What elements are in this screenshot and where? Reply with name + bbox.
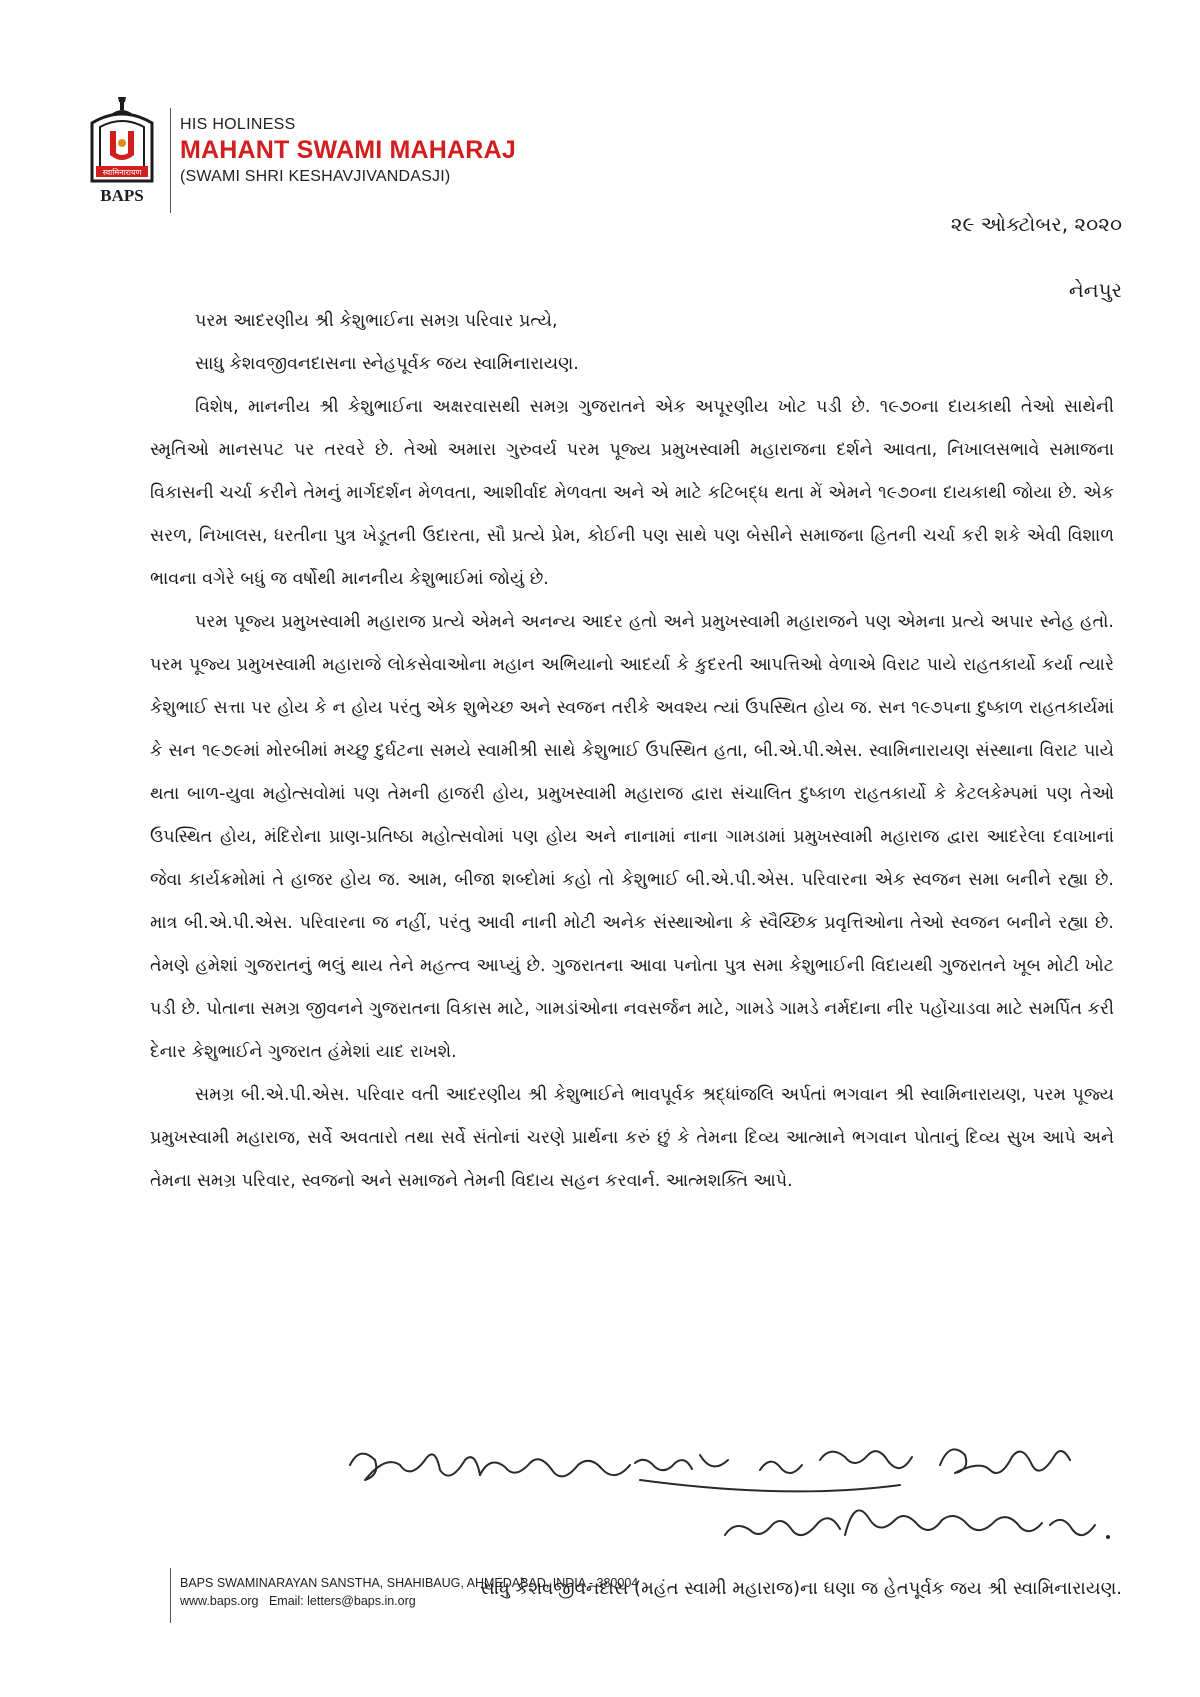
footer-divider bbox=[170, 1568, 171, 1623]
letter-place: નેનપુર bbox=[1068, 278, 1122, 302]
logo-script-text: स्वामिनारायण bbox=[102, 168, 142, 177]
guru-name: MAHANT SWAMI MAHARAJ bbox=[180, 136, 516, 164]
paragraph-3: સમગ્ર બી.એ.પી.એસ. પરિવાર વતી આદરણીય શ્રી કેશુભાઈને ભાવપૂર્વક શ્રદ્ધાંજલિ અર્પતાં ભગવાન શ્રી સ્વામિનારાયણ, પરમ પૂજ્ય પ્રમુખસ્વામી મહારાજ, સર્વે અવતારો તથા સર્વે સંતોનાં ચરણે પ્રાર્થના કરું છું કે તેમના દિવ્ય આત્માને ભગવાન પોતાનું દિવ્ય સુખ આપે અને તેમના સમગ્ર પરિવાર, સ્વજનો અને સમાજને તેમની વિદાય સહન કરવાર્ન. આત્મશક્તિ આપે. bbox=[150, 1085, 1114, 1191]
handwritten-signature bbox=[340, 1425, 1130, 1555]
footer bbox=[180, 1574, 638, 1610]
salutation-line-1: પરમ આદરણીય શ્રી કેશુભાઈના સમગ્ર પરિવાર પ્રત્યે, bbox=[195, 311, 558, 331]
paragraph-1: વિશેષ, માનનીય શ્રી કેશુભાઈના અક્ષરવાસથી સમગ્ર ગુજરાતને એક અપૂરણીય ખોટ પડી છે. ૧૯૭૦ના દાયકાથી તેઓ સાથેની સ્મૃતિઓ માનસપટ પર તરવરે છે. તેઓ અમારા ગુરુવર્ય પરમ પૂજ્ય પ્રમુખસ્વામી મહારાજના દર્શને આવતા, નિખાલસભાવે સમાજના વિકાસની ચર્ચા કરીને તેમનું માર્ગદર્શન મેળવતા, આશીર્વાદ મેળવતા અને એ માટે કટિબદ્ધ થતા મેં એમને ૧૯૭૦ના દાયકાથી જોયા છે. એક સરળ, નિખાલસ, ધરતીના પુત્ર ખેડૂતની ઉદારતા, સૌ પ્રત્યે પ્રેમ, કોઈની પણ સાથે પણ બેસીને સમાજના હિતની ચર્ચા કરી શકે એવી વિશાળ ભાવના વગેરે બધું જ વર્ષોથી માનનીય કેશુભાઈમાં જોયું છે. bbox=[150, 397, 1114, 589]
header-divider bbox=[170, 108, 171, 213]
letter-body bbox=[150, 300, 1114, 1203]
footer-website[interactable]: www.baps.org bbox=[180, 1594, 259, 1608]
footer-address: BAPS SWAMINARAYAN SANSTHA, SHAHIBAUG, AHMEDABAD, INDIA - 380004 bbox=[180, 1576, 639, 1590]
salutation-line-2: સાધુ કેશવજીવનદાસના સ્નેહપૂર્વક જય સ્વામિનારાયણ. bbox=[195, 354, 579, 374]
footer-email-label: Email: bbox=[268, 1594, 304, 1608]
footer-contact bbox=[180, 1592, 638, 1610]
logo-brand-text: BAPS bbox=[100, 186, 144, 205]
paragraph-2: પરમ પૂજ્ય પ્રમુખસ્વામી મહારાજ પ્રત્યે એમને અનન્ય આદર હતો અને પ્રમુખસ્વામી મહારાજને પણ એમના પ્રત્યે અપાર સ્નેહ હતો. પરમ પૂજ્ય પ્રમુખસ્વામી મહારાજે લોકસેવાઓના મહાન અભિયાનો આદર્યા કે કુદરતી આપત્તિઓ વેળાએ વિરાટ પાયે રાહતકાર્યો કર્યા ત્યારે કેશુભાઈ સત્તા પર હોય કે ન હોય પરંતુ એક શુભેચ્છ અને સ્વજન તરીકે અવશ્ય ત્યાં ઉપસ્થિત હોય જ. સન ૧૯૭૫ના દુષ્કાળ રાહતકાર્યમાં કે સન ૧૯૭૯માં મોરબીમાં મચ્છુ દુર્ઘટના સમયે સ્વામીશ્રી સાથે કેશુભાઈ ઉપસ્થિત હતા, બી.એ.પી.એસ. સ્વામિનારાયણ સંસ્થાના વિરાટ પાયે થતા બાળ-યુવા મહોત્સવોમાં પણ તેમની હાજરી હોય, પ્રમુખસ્વામી મહારાજ દ્વારા સંચાલિત દુષ્કાળ રાહતકાર્યો કે કેટલકેમ્પમાં પણ તેઓ ઉપસ્થિત હોય, મંદિરોના પ્રાણ-પ્રતિષ્ઠા મહોત્સવોમાં પણ હોય અને નાનામાં નાના ગામડામાં પ્રમુખસ્વામી મહારાજ દ્વારા આદરેલા દવાખાનાં જેવા કાર્યક્રમોમાં તે હાજર હોય જ. આમ, બીજા શબ્દોમાં કહો તો કેશુભાઈ બી.એ.પી.એસ. પરિવારના એક સ્વજન સમા બનીને રહ્યા છે. માત્ર બી.એ.પી.એસ. પરિવારના જ નહીં, પરંતુ આવી નાની મોટી અનેક સંસ્થાઓના કે સ્વૈચ્છિક પ્રવૃત્તિઓના તેઓ સ્વજન બનીને રહ્યા છે. તેમણે હમેશાં ગુજરાતનું ભલું થાય તેને મહત્ત્વ આપ્યું છે. ગુજરાતના આવા પનોતા પુત્ર સમા કેશુભાઈની વિદાયથી ગુજરાતને ખૂબ મોટી ખોટ પડી છે. પોતાના સમગ્ર જીવનને ગુજરાતના વિકાસ માટે, ગામડાંઓના નવસર્જન માટે, ગામડે ગામડે નર્મદાના નીર પહોંચાડવા માટે સમર્પિત કરી દેનાર કેશુભાઈને ગુજરાત હંમેશાં યાદ રાખશે. bbox=[150, 612, 1114, 1062]
title-small: HIS HOLINESS bbox=[180, 116, 296, 133]
footer-email[interactable]: letters@baps.in.org bbox=[307, 1594, 416, 1608]
closing-line: સાધુ કેશવજીવનદાસ (મહંત સ્વામી મહારાજ)ના ઘણા જ હેતપૂર્વક જય શ્રી સ્વામિનારાયણ. bbox=[480, 1578, 1122, 1599]
baps-logo bbox=[82, 93, 162, 213]
letter-date: ૨૯ ઓક્ટોબર, ૨૦૨૦ bbox=[950, 212, 1122, 236]
letterhead bbox=[180, 115, 516, 188]
guru-subname: (SWAMI SHRI KESHAVJIVANDASJI) bbox=[180, 168, 451, 185]
